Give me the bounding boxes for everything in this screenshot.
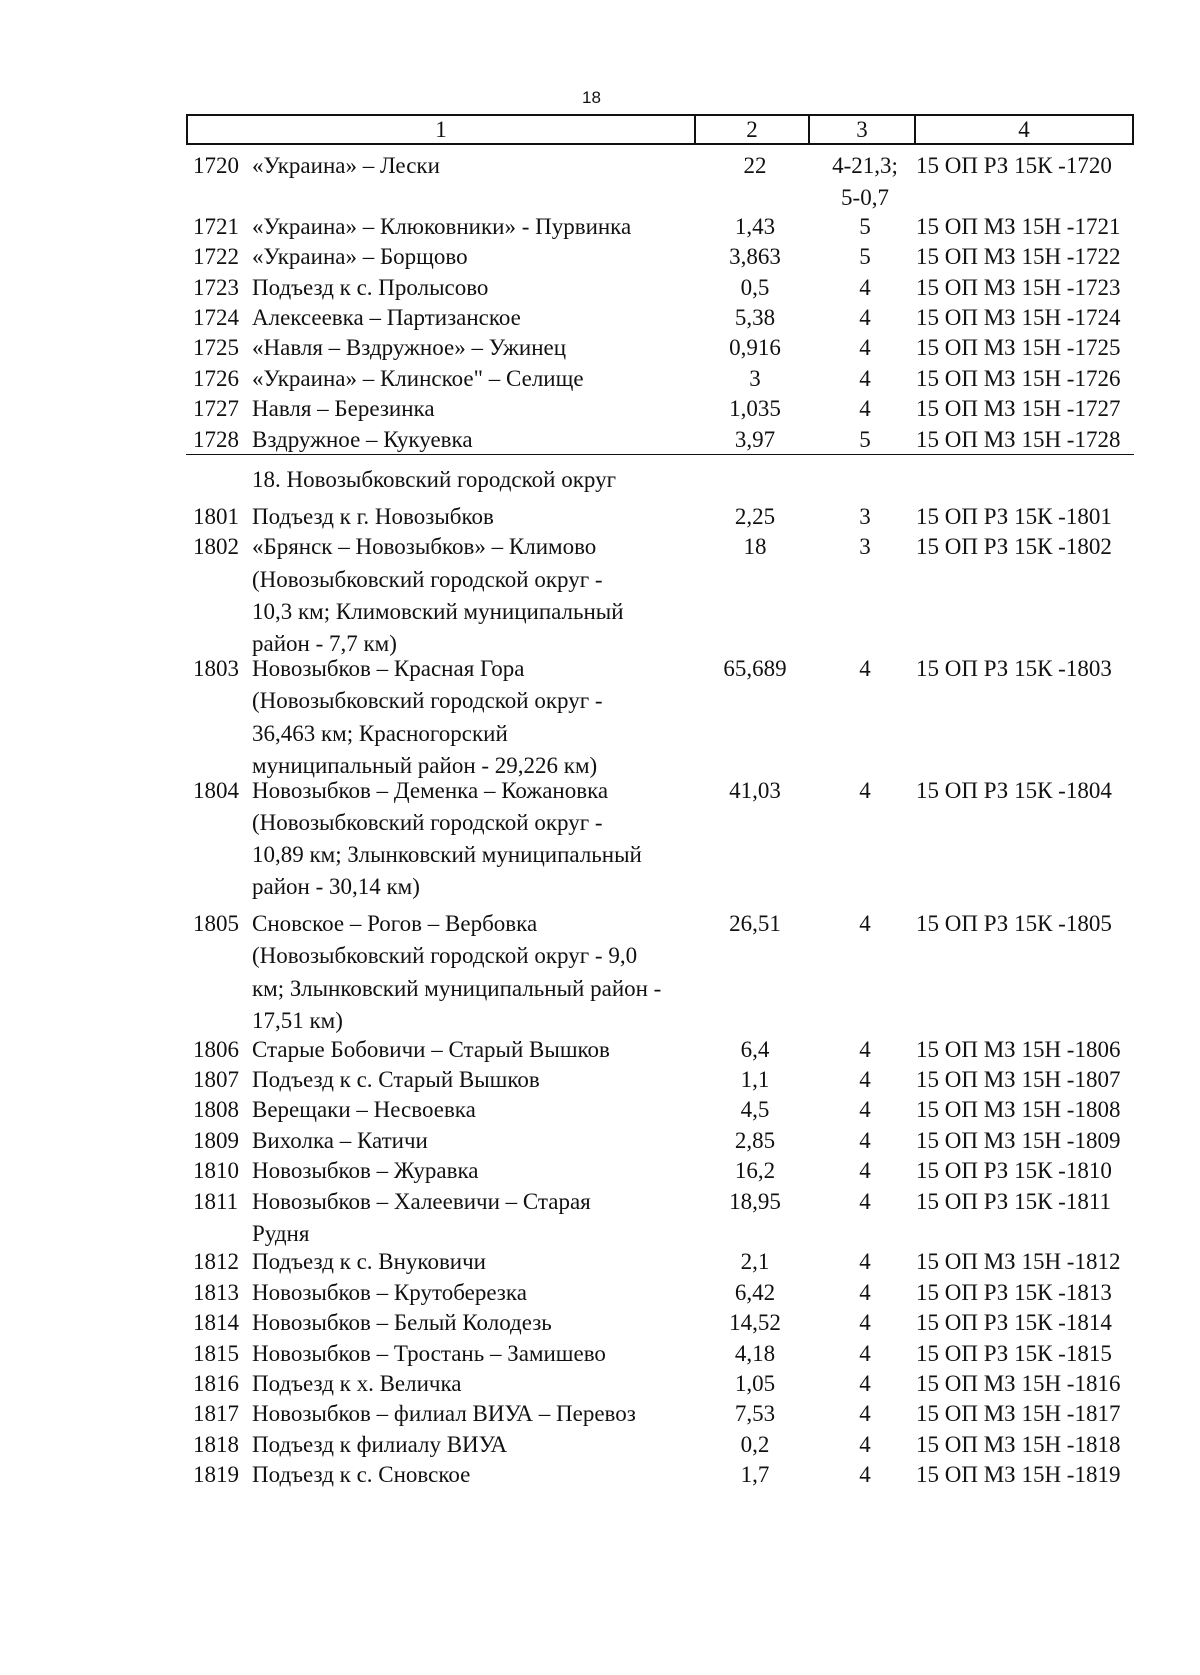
table-row [0,1186,1200,1247]
road-category [812,501,918,533]
road-length: 4,18 [734,1340,776,1366]
road-length: 1,43 [734,213,776,239]
road-number: 1802 [193,534,239,560]
road-category-line: 4 [859,1371,871,1396]
road-category [812,1398,918,1430]
road-name-line: Новозыбков – Тростань – Замишево [252,1340,606,1366]
road-code: 15 ОП РЗ 15К -1720 [916,153,1112,178]
rows-group-a [0,150,1200,455]
road-number: 1819 [193,1462,239,1488]
road-number: 1803 [193,655,239,681]
road-category [812,424,918,456]
road-category-line: 4 [859,777,871,803]
road-name [252,1064,692,1096]
road-name-line: Вихолка – Катичи [252,1127,428,1153]
road-category-line: 4 [859,304,871,330]
road-name-line: 10,3 км; Климовский муниципальный [252,598,624,624]
road-name-line: Вздружное – Кукуевка [252,426,473,452]
road-name [252,1094,692,1126]
road-category-line: 5 [859,244,871,270]
road-length: 1,1 [740,1067,770,1093]
road-name-line: Новозыбков – Халеевичи – Старая [252,1188,591,1214]
table-row [0,1307,1200,1337]
table-row [0,302,1200,332]
road-length: 1,7 [740,1462,770,1488]
road-number: 1728 [193,426,239,452]
road-category [812,653,918,685]
road-number: 1720 [193,153,239,178]
road-category [812,1094,918,1126]
road-name-line: Подъезд к с. Внуковичи [252,1249,486,1275]
road-name-line: Верещаки – Несвоевка [252,1097,476,1123]
road-number: 1801 [193,503,239,529]
road-length: 3,97 [734,426,776,452]
header-col-2: 2 [696,116,810,143]
road-length: 22 [743,153,767,178]
road-number: 1813 [193,1279,239,1305]
road-name [252,302,692,334]
road-category [812,775,918,807]
road-name [252,150,692,182]
road-number: 1723 [193,274,239,300]
road-number: 1807 [193,1067,239,1093]
road-category [812,393,918,425]
road-code: 15 ОП РЗ 15К -1802 [916,534,1112,560]
road-category-line: 4 [859,1279,871,1305]
road-name-line: (Новозыбковский городской округ - 9,0 [252,943,638,969]
road-name-line: Новозыбков – Крутоберезка [252,1279,527,1305]
road-name-line: (Новозыбковский городской округ - [252,566,603,592]
road-category [812,363,918,395]
road-code: 15 ОП РЗ 15К -1803 [916,655,1112,681]
table-row [0,908,1200,1033]
road-length: 7,53 [734,1401,776,1427]
road-name [252,1034,692,1066]
road-name-line: Рудня [252,1220,310,1246]
road-name [252,653,692,782]
road-code: 15 ОП РЗ 15К -1801 [916,503,1112,529]
road-code: 15 ОП МЗ 15Н -1724 [916,304,1121,330]
road-length: 18,95 [729,1188,781,1214]
road-code: 15 ОП РЗ 15К -1804 [916,777,1112,803]
road-code: 15 ОП РЗ 15К -1811 [916,1188,1111,1214]
road-length: 1,05 [734,1371,776,1396]
road-category-line: 4 [859,1431,871,1457]
road-length: 18 [743,534,767,560]
road-name-line: район - 30,14 км) [252,874,420,900]
road-name [252,241,692,273]
road-code: 15 ОП МЗ 15Н -1723 [916,274,1121,300]
road-number: 1806 [193,1036,239,1062]
road-number: 1812 [193,1249,239,1275]
table-row [0,1064,1200,1094]
road-category-line: 4 [859,1462,871,1488]
road-name [252,1246,692,1278]
road-name-line: 10,89 км; Злынковский муниципальный [252,842,642,868]
road-number: 1725 [193,335,239,361]
road-length: 1,035 [729,396,781,422]
road-number: 1811 [193,1188,239,1214]
road-name [252,1155,692,1187]
road-category-line: 4 [859,1097,871,1123]
table-row [0,1368,1200,1398]
road-name-line: «Украина» – Лески [252,153,440,178]
road-name-line: Новозыбков – Красная Гора [252,655,525,681]
road-category [812,150,918,215]
road-code: 15 ОП МЗ 15Н -1728 [916,426,1121,452]
road-category [812,531,918,563]
road-name [252,1125,692,1157]
road-number: 1817 [193,1401,239,1427]
road-length: 3 [749,365,761,391]
road-category [812,272,918,304]
road-name-line: Подъезд к с. Старый Вышков [252,1067,540,1093]
road-name [252,1459,692,1491]
road-name-line: Подъезд к филиалу ВИУА [252,1431,508,1457]
table-row [0,272,1200,302]
road-name [252,908,692,1037]
road-code: 15 ОП МЗ 15Н -1806 [916,1036,1121,1062]
road-name-line: Старые Бобовичи – Старый Вышков [252,1036,610,1062]
road-length: 6,4 [740,1036,770,1062]
road-name-line: район - 7,7 км) [252,631,397,657]
road-category [812,1459,918,1491]
road-name-line: «Украина» – Борщово [252,244,468,270]
road-category-line: 4 [859,1401,871,1427]
road-code: 15 ОП РЗ 15К -1814 [916,1310,1112,1336]
table-row [0,241,1200,271]
road-code: 15 ОП МЗ 15Н -1807 [916,1067,1121,1093]
road-category-line: 4 [859,1249,871,1275]
road-category [812,1246,918,1278]
road-length: 41,03 [729,777,781,803]
road-number: 1808 [193,1097,239,1123]
table-row [0,1398,1200,1428]
table-row [0,1429,1200,1459]
road-length: 16,2 [734,1158,776,1184]
road-category [812,1064,918,1096]
road-category-line: 4-21,3; [832,153,898,178]
road-category-line: 3 [859,503,871,529]
road-length: 4,5 [740,1097,770,1123]
road-name [252,1307,692,1339]
road-name-line: (Новозыбковский городской округ - [252,688,603,714]
road-code: 15 ОП МЗ 15Н -1721 [916,213,1121,239]
road-number: 1726 [193,365,239,391]
road-length: 2,1 [740,1249,770,1275]
road-name [252,1368,692,1400]
road-category-line: 4 [859,274,871,300]
road-name [252,531,692,660]
road-code: 15 ОП МЗ 15Н -1819 [916,1462,1121,1488]
road-code: 15 ОП РЗ 15К -1815 [916,1340,1112,1366]
road-number: 1804 [193,777,239,803]
road-code: 15 ОП МЗ 15Н -1722 [916,244,1121,270]
road-category [812,1125,918,1157]
road-name-line: «Брянск – Новозыбков» – Климово [252,534,597,560]
table-row [0,1155,1200,1185]
table-row [0,1125,1200,1155]
road-name-line: «Украина» – Клинское" – Селище [252,365,584,391]
header-col-3: 3 [810,116,916,143]
table-row [186,424,1134,455]
rows-group-b [0,501,1200,1490]
table-row [0,211,1200,241]
road-code: 15 ОП МЗ 15Н -1808 [916,1097,1121,1123]
road-name-line: км; Злынковский муниципальный район - [252,975,662,1001]
road-category [812,1155,918,1187]
road-number: 1818 [193,1431,239,1457]
road-name [252,424,692,456]
road-name-line: «Украина» – Клюковники» - Пурвинка [252,213,632,239]
road-number: 1814 [193,1310,239,1336]
road-name [252,393,692,425]
table-row [0,332,1200,362]
road-name-line: Подъезд к с. Пролысово [252,274,489,300]
road-category [812,1368,918,1400]
road-name [252,1186,692,1251]
road-number: 1805 [193,911,239,937]
road-length: 65,689 [723,655,787,681]
road-length: 6,42 [734,1279,776,1305]
road-name [252,332,692,364]
table-body [0,150,1200,1490]
road-length: 0,916 [729,335,781,361]
road-code: 15 ОП МЗ 15Н -1812 [916,1249,1121,1275]
table-row [0,653,1200,778]
road-category-line: 4 [859,365,871,391]
road-category [812,1186,918,1218]
road-name-line: Сновское – Рогов – Вербовка [252,911,538,937]
table-row [0,775,1200,900]
road-name-line: «Навля – Вздружное» – Ужинец [252,335,567,361]
road-category-line: 5-0,7 [841,185,889,211]
road-category-line: 5 [859,213,871,239]
road-category [812,1034,918,1066]
road-name [252,1338,692,1370]
road-category [812,302,918,334]
road-length: 26,51 [729,911,781,937]
road-length: 3,863 [729,244,781,270]
road-category-line: 4 [859,1158,871,1184]
road-name [252,211,692,243]
road-name-line: 36,463 км; Красногорский [252,720,508,746]
table-row [0,1246,1200,1276]
road-code: 15 ОП РЗ 15К -1810 [916,1158,1112,1184]
road-code: 15 ОП МЗ 15Н -1727 [916,396,1121,422]
road-category [812,1277,918,1309]
road-category [812,241,918,273]
road-number: 1722 [193,244,239,270]
road-code: 15 ОП МЗ 15Н -1817 [916,1401,1121,1427]
road-number: 1724 [193,304,239,330]
road-length: 2,85 [734,1127,776,1153]
road-category-line: 3 [859,534,871,560]
road-category [812,1307,918,1339]
road-category-line: 4 [859,1188,871,1214]
road-code: 15 ОП МЗ 15Н -1816 [916,1371,1121,1396]
road-name-line: Навля – Березинка [252,396,435,422]
road-number: 1809 [193,1127,239,1153]
road-code: 15 ОП МЗ 15Н -1809 [916,1127,1121,1153]
road-category [812,1338,918,1370]
table-row [0,1034,1200,1064]
road-length: 14,52 [729,1310,781,1336]
road-name [252,501,692,533]
road-category-line: 4 [859,396,871,422]
road-category-line: 4 [859,1310,871,1336]
road-category [812,211,918,243]
road-code: 15 ОП МЗ 15Н -1725 [916,335,1121,361]
road-name [252,272,692,304]
road-name-line: 17,51 км) [252,1007,343,1033]
table-row [0,1094,1200,1124]
table-row [0,1277,1200,1307]
road-name-line: (Новозыбковский городской округ - [252,809,603,835]
road-name-line: Новозыбков – Журавка [252,1158,479,1184]
road-name [252,1398,692,1430]
road-code: 15 ОП МЗ 15Н -1818 [916,1431,1121,1457]
road-name-line: Подъезд к г. Новозыбков [252,503,494,529]
road-name-line: Подъезд к с. Сновское [252,1462,471,1488]
road-name-line: Новозыбков – филиал ВИУА – Перевоз [252,1401,636,1427]
road-code: 15 ОП РЗ 15К -1805 [916,911,1112,937]
road-category-line: 4 [859,911,871,937]
road-name [252,775,692,904]
table-row [0,393,1200,423]
road-category-line: 4 [859,655,871,681]
road-number: 1810 [193,1158,239,1184]
road-name-line: Новозыбков – Белый Колодезь [252,1310,552,1336]
road-category-line: 4 [859,1127,871,1153]
road-category-line: 4 [859,1036,871,1062]
road-category-line: 4 [859,1340,871,1366]
section-heading: 18. Новозыбковский городской округ [252,466,617,492]
road-name-line: Подъезд к х. Величка [252,1371,462,1396]
road-number: 1816 [193,1371,239,1396]
road-length: 0,5 [740,274,770,300]
road-name [252,1277,692,1309]
road-name [252,1429,692,1461]
road-name-line: муниципальный район - 29,226 км) [252,752,598,778]
table-header [186,114,1134,145]
road-category [812,1429,918,1461]
road-name [252,363,692,395]
road-code: 15 ОП РЗ 15К -1813 [916,1279,1112,1305]
road-code: 15 ОП МЗ 15Н -1726 [916,365,1121,391]
table-row [0,1459,1200,1489]
road-length: 5,38 [734,304,776,330]
road-category [812,908,918,940]
road-name-line: Новозыбков – Деменка – Кожановка [252,777,609,803]
road-length: 0,2 [740,1431,770,1457]
table-row [0,501,1200,531]
table-row [0,531,1200,657]
road-length: 2,25 [734,503,776,529]
table-row [0,363,1200,393]
road-category-line: 5 [859,426,871,452]
road-number: 1721 [193,213,239,239]
header-col-4: 4 [1018,117,1030,142]
road-number: 1815 [193,1340,239,1366]
header-col-1: 1 [188,116,696,143]
table-row [0,150,1200,211]
road-name-line: Алексеевка – Партизанское [252,304,521,330]
table-row [0,1338,1200,1368]
road-category-line: 4 [859,335,871,361]
road-number: 1727 [193,396,239,422]
road-category [812,332,918,364]
road-category-line: 4 [859,1067,871,1093]
